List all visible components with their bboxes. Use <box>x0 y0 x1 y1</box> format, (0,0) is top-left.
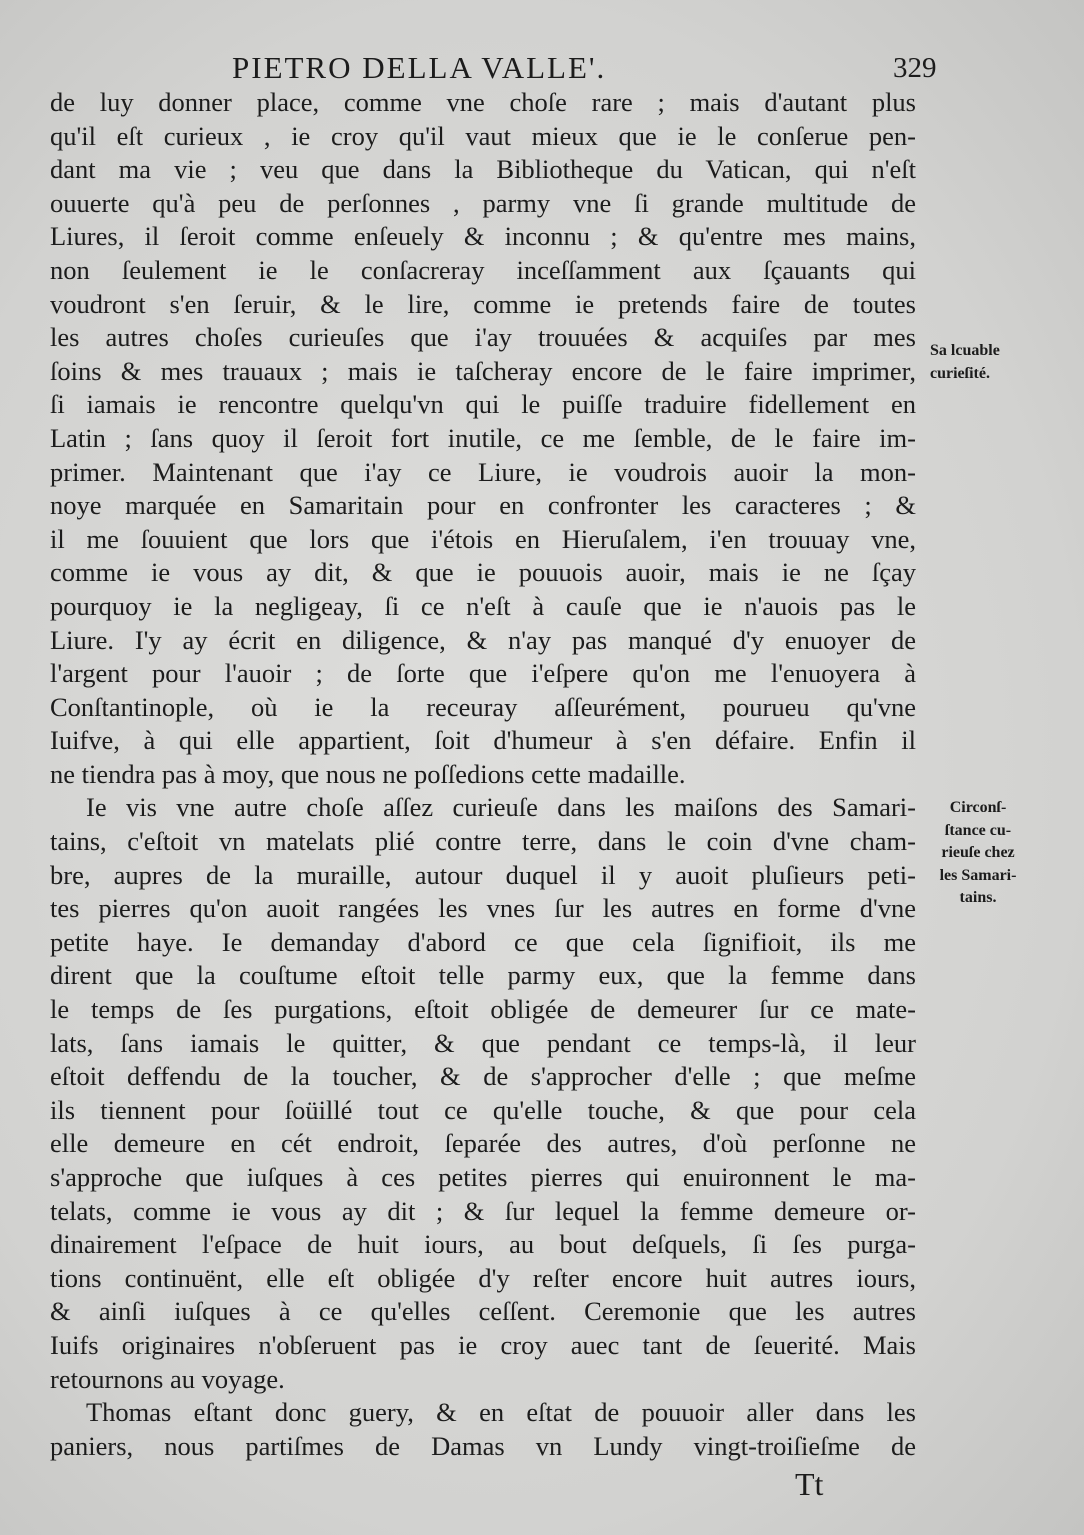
margin-note-line: ſtance cu- <box>944 821 1012 839</box>
text-line: ils tiennent pour ſoüillé tout ce qu'elle touche, & que pour cela <box>50 1094 916 1125</box>
text-line: ſoins & mes trauaux ; mais ie taſcheray encore de le faire imprimer, <box>50 355 916 386</box>
margin-note-line: Sa lcuable <box>930 342 1000 359</box>
text-line: Latin ; ſans quoy il ſeroit fort inutile, ce me ſemble, de le faire im- <box>50 422 916 453</box>
text-line: telats, comme ie vous ay dit ; & ſur lequel la femme demeure or- <box>50 1195 916 1226</box>
text-line: pourquoy ie la negligeay, ſi ce n'eſt à cauſe que ie n'auois pas le <box>50 590 916 621</box>
text-line: paniers, nous partiſmes de Damas vn Lundy vingt-troiſieſme de <box>50 1430 916 1461</box>
text-line: primer. Maintenant que i'ay ce Liure, ie voudrois auoir la mon- <box>50 456 916 487</box>
text-line: ſi iamais ie rencontre quelqu'vn qui le puiſſe traduire fidellement en <box>50 389 916 420</box>
text-line: elle demeure en cét endroit, ſeparée des autres, d'où perſonne ne <box>50 1128 916 1159</box>
text-line: dant ma vie ; veu que dans la Bibliotheque du Vatican, qui n'eſt <box>50 154 916 185</box>
margin-note-line: les Samari- <box>939 866 1017 884</box>
text-line: comme ie vous ay dit, & que ie pouuois auoir, mais ie ne ſçay <box>50 557 916 588</box>
text-line: Iuifve, à qui elle appartient, ſoit d'humeur à s'en défaire. Enfin il <box>50 725 916 756</box>
text-line: tains, c'eſtoit vn matelats plié contre terre, dans le coin d'vne cham- <box>50 826 916 857</box>
text-line: Thomas eſtant donc guery, & en eſtat de pouuoir aller dans les <box>86 1397 916 1428</box>
margin-note-line: curieſité. <box>930 364 990 382</box>
text-line: les autres choſes curieuſes que i'ay trouuées & acquiſes par mes <box>50 322 916 353</box>
text-line: & ainſi iuſques à ce qu'elles ceſſent. Ceremonie que les autres <box>50 1296 916 1327</box>
text-line: non ſeulement ie le conſacreray inceſſamment aux ſçauants qui <box>50 254 916 285</box>
text-line: eſtoit deffendu de la toucher, & de s'approcher d'elle ; que meſme <box>50 1061 916 1092</box>
text-line: Liure. I'y ay écrit en diligence, & n'ay pas manqué d'y enuoyer de <box>50 624 916 655</box>
margin-note-1 <box>930 340 1000 385</box>
running-title: PIETRO DELLA VALLE'. <box>232 50 607 85</box>
text-line: Liures, il ſeroit comme enſeuely & inconnu ; & qu'entre mes mains, <box>50 221 916 252</box>
text-line: s'approche que iuſques à ces petites pierres qui enuironnent le ma- <box>50 1162 916 1192</box>
text-line: ouuerte qu'à peu de perſonnes , parmy vne ſi grande multitude de <box>50 187 916 218</box>
margin-note-line: tains. <box>959 889 997 906</box>
text-line: noye marquée en Samaritain pour en confronter les caracteres ; & <box>50 490 916 521</box>
text-line: retournons au voyage. <box>50 1363 285 1394</box>
margin-note-2 <box>918 797 1038 910</box>
margin-note-line: Circonſ- <box>949 799 1007 816</box>
text-line: dinairement l'eſpace de huit iours, au bout deſquels, ſi ſes purga- <box>50 1229 916 1260</box>
page-number: 329 <box>893 52 937 84</box>
text-line: qu'il eſt curieux , ie croy qu'il vaut mieux que ie le conſerue pen- <box>50 120 916 151</box>
text-line: il me ſouuient que lors que i'étois en Hieruſalem, i'en trouuay vne, <box>50 523 916 554</box>
text-line: bre, aupres de la muraille, autour duquel il y auoit pluſieurs peti- <box>50 859 916 890</box>
signature-mark: Tt <box>795 1466 824 1502</box>
body-text <box>50 86 916 1463</box>
text-line: Ie vis vne autre choſe aſſez curieuſe dans les maiſons des Samari- <box>86 792 916 823</box>
text-line: tions continuënt, elle eſt obligée d'y reſter encore huit autres iours, <box>50 1262 916 1293</box>
text-line: l'argent pour l'auoir ; de ſorte que i'eſpere qu'on me l'enuoyera à <box>50 658 916 689</box>
text-line: voudront s'en ſeruir, & le lire, comme ie pretends faire de toutes <box>50 288 916 319</box>
text-line: tes pierres qu'on auoit rangées les vnes ſur les autres en forme d'vne <box>50 893 916 924</box>
text-line: ne tiendra pas à moy, que nous ne poſſedions cette madaille. <box>50 758 686 789</box>
text-line: de luy donner place, comme vne choſe rare ; mais d'autant plus <box>50 87 916 117</box>
text-line: dirent que la couſtume eſtoit telle parmy eux, que la femme dans <box>50 960 916 991</box>
text-line: lats, ſans iamais le quitter, & que pendant ce temps-là, il leur <box>50 1027 916 1058</box>
text-line: Iuifs originaires n'obſeruent pas ie croy auec tant de ſeuerité. Mais <box>50 1329 916 1360</box>
text-line: Conſtantinople, où ie la receuray aſſeurément, pourueu qu'vne <box>50 691 916 722</box>
margin-note-line: rieuſe chez <box>941 844 1015 861</box>
text-line: petite haye. Ie demanday d'abord ce que cela ſignifioit, ils me <box>50 926 916 957</box>
text-line: le temps de ſes purgations, eſtoit obligée de demeurer ſur ce mate- <box>50 994 916 1025</box>
